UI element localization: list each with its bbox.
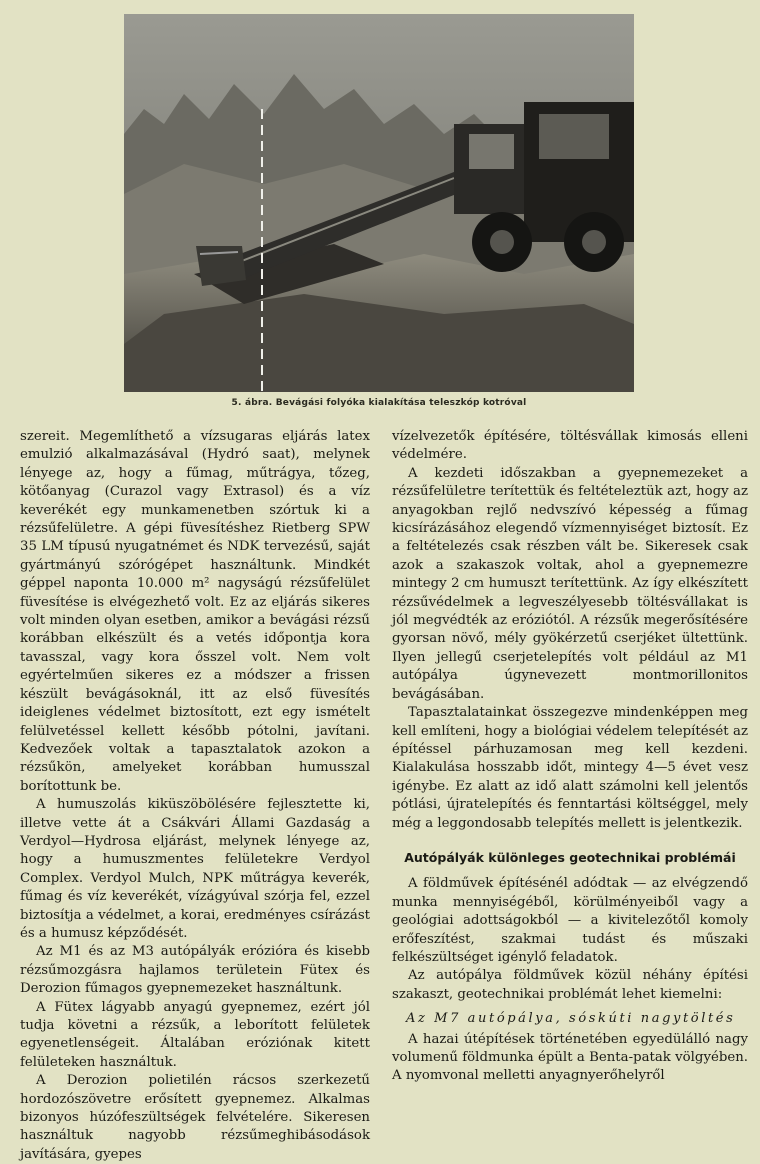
paragraph: A földművek építésénél adódtak — az elvégzendő munka mennyiségéből, körülményeiből vagy a geológiai adottságokból — a kivitelezőtől komoly erőfeszítést, szakmai tudást és műszaki felkészültséget igénylő feladatok. — [392, 876, 748, 965]
excavator-illustration — [124, 14, 634, 392]
excavator-photo — [124, 14, 634, 392]
section-heading: Autópályák különleges geotechnikai problémái — [404, 849, 736, 865]
paragraph: Az M1 és az M3 autópályák erózióra és kisebb rézsűmozgásra hajlamos területein Fütex és Derozion fűmagos gyepnemezeket használtunk. — [20, 944, 370, 997]
figure-caption: 5. ábra. Bevágási folyóka kialakítása teleszkóp kotróval — [231, 398, 527, 408]
right-column — [392, 428, 748, 1086]
paragraph: Az autópálya földművek közül néhány építési szakaszt, geotechnikai problémát lehet kiemelni: — [392, 968, 748, 1002]
subsection-heading: Az M7 autópálya, sóskúti nagytöltés — [406, 1011, 736, 1027]
paragraph: A humuszolás kiküszöbölésére fejlesztette ki, illetve vette át a Csákvári Állami Gazdaság a Verdyol—Hydrosa eljárást, melynek lényege az, hogy a humuszmentes felületekre Verdyol Complex. Verdyol Mulch, NPK műtrágya keverék, fűmag és víz keverékét, vízágyúval szórja fel, ezzel biztosítja a védelmet, a korai, eredményes csírázást és a humusz képződését. — [20, 797, 370, 941]
paragraph: vízelvezetők építésére, töltésvállak kimosás elleni védelmére. — [392, 429, 748, 463]
paragraph: A kezdeti időszakban a gyepnemezeket a rézsűfelületre terítettük és feltételeztük azt, hogy az anyagokban rejlő nedvszívó képesség a fűmag kicsírázásához elegendő vízmennyiséget biztosít. Ez a feltételezés csak részben vált be. Sikeresek csak azok a szakaszok voltak, ahol a gyepnemezre mintegy 2 cm humuszt terítettünk. Az így elkészített rézsűvédelmek a legveszélyesebb töltésvállakat is jól megvédték az eróziótól. A rézsűk megerősítésére gyorsan növő, mély gyökérzetű cserjéket ültettünk. Ilyen jellegű cserjetelepítés volt például az M1 autópálya úgynevezett montmorillonitos bevágásában. — [392, 465, 748, 702]
paragraph: A Derozion polietilén rácsos szerkezetű hordozószövetre erősített gyepnemez. Alkalmas bizonyos húzófeszültségek felvételére. Sikeresen használtuk nagyobb rézsűmeghibásodások javítására, gyepes — [20, 1073, 370, 1162]
paragraph: A Fütex lágyabb anyagú gyepnemez, ezért jól tudja követni a rézsűk, a leborított felületek egyenetlenségeit. Általában eróziónak kitett felületeken használtuk. — [20, 999, 370, 1070]
paragraph: Tapasztalatainkat összegezve mindenképpen meg kell említeni, hogy a biológiai védelem telepítését az építéssel párhuzamosan meg kell kezdeni. Kialakulása hosszabb időt, mintegy 4—5 évet vesz igénybe. Ez alatt az idő alatt számolni kell jelentős pótlási, újratelepítés és fenntartási költséggel, mely még a leggondosabb telepítés mellett is jelentkezik. — [392, 705, 748, 831]
paragraph: szereit. Megemlíthető a vízsugaras eljárás latex emulzió alkalmazásával (Hydró saat), melynek lényege az, hogy a fűmag, műtrágya, tőzeg, kötőanyag (Curazol vagy Extrasol) és a víz keverékét egy munkamenetben szórtuk ki a rézsűfelületre. A gépi füvesítéshez Rietberg SPW 35 LM típusú nyugatnémet és NDK tervezésű, saját gyártmányú szórógépet használtunk. Mindkét géppel naponta 10.000 m² nagyságú rézsűfelület füvesítése is elvégezhető volt. Ez az eljárás sikeres volt minden olyan esetben, amikor a bevágási rézsű korábban elkészült és a vetés időpontja kora tavasszal, vagy kora ősszel volt. Nem volt egyértelműen sikeres ez a módszer a frissen készült bevágásoknál, itt az első füvesítés ideiglenes védelmet biztosított, ezt egy ismételt felülvetéssel kellett később pótolni, javítani. Kedvezőek voltak a tapasztalatok azokon a rézsűkön, amelyeket korábban humusszal borítottunk be. — [20, 429, 370, 794]
paragraph: A hazai útépítések történetében egyedülálló nagy volumenű földmunka épült a Benta-patak völgyében. A nyomvonal melletti anyagnyerőhelyről — [392, 1031, 748, 1084]
